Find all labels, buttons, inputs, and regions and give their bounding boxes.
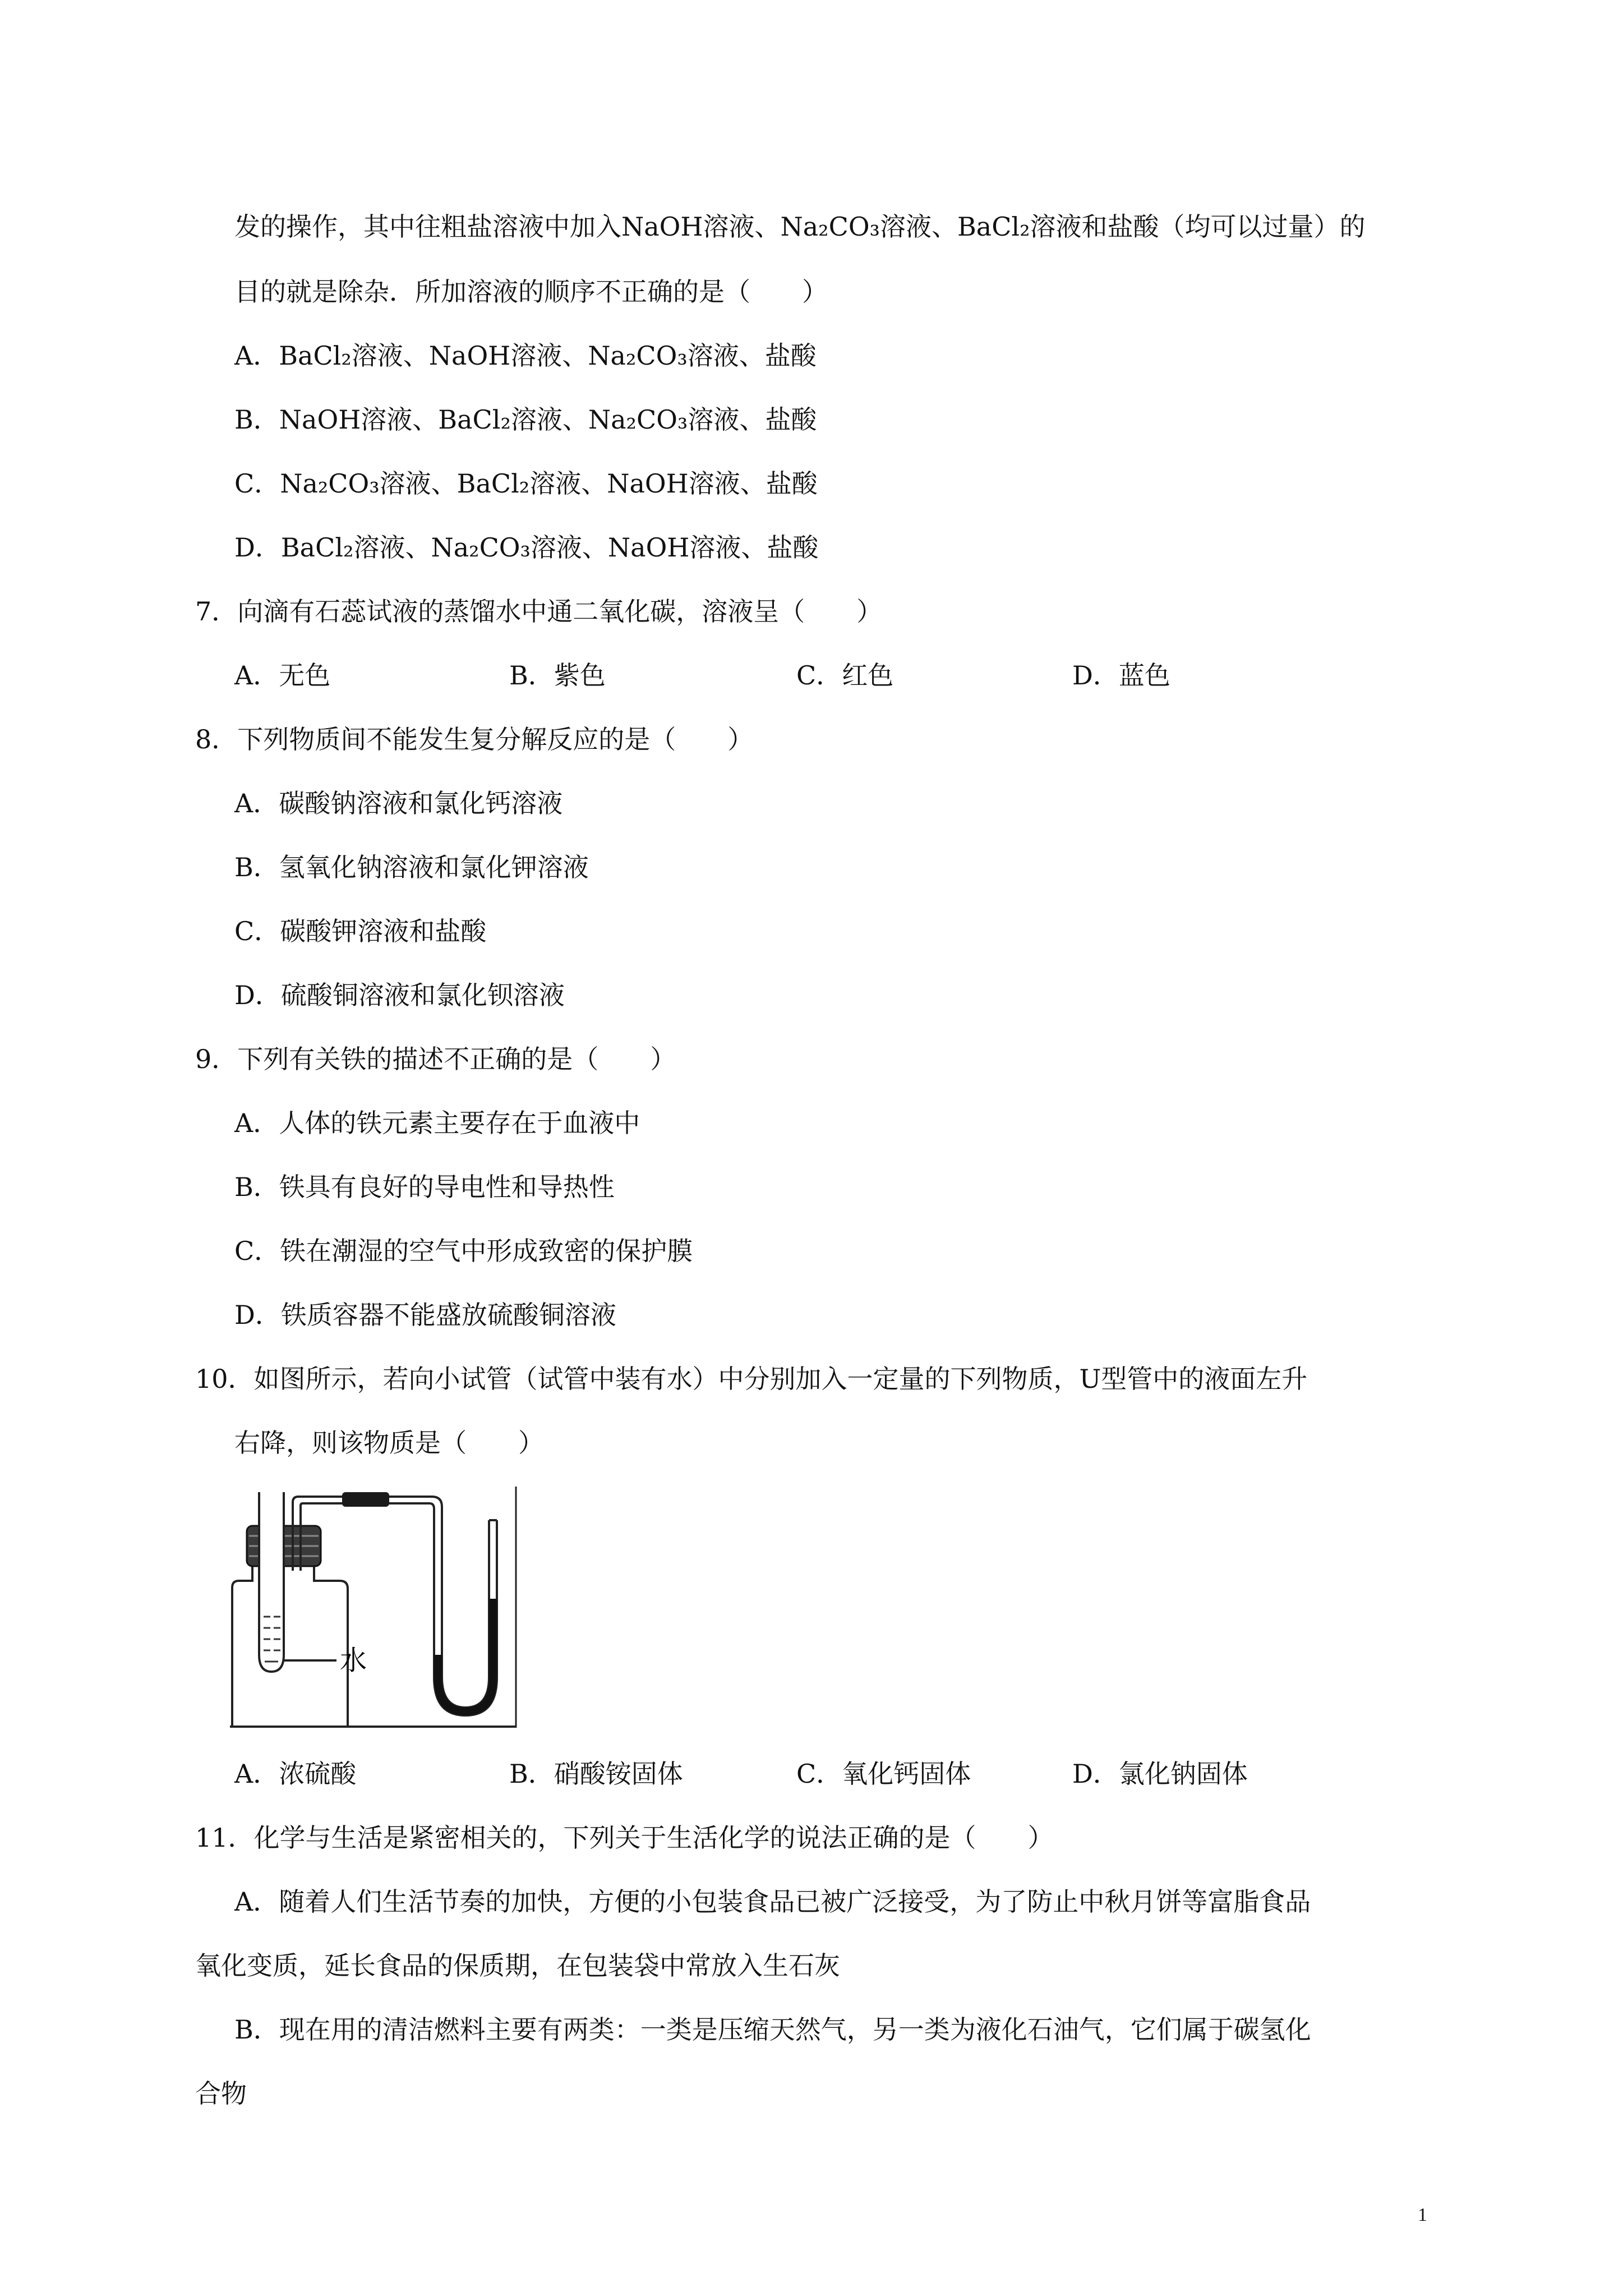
q11-option-a-continued: 氧化变质，延长食品的保质期，在包装袋中常放入生石灰 (195, 1950, 840, 1981)
q7-option-c: C．红色 (796, 660, 894, 691)
water-label: 水 (340, 1645, 367, 1676)
q8-option-b: B．氢氧化钠溶液和氯化钾溶液 (234, 852, 589, 882)
q6-option-d: D．BaCl₂溶液、Na₂CO₃溶液、NaOH溶液、盐酸 (234, 532, 819, 563)
q6-option-b: B．NaOH溶液、BaCl₂溶液、Na₂CO₃溶液、盐酸 (234, 404, 817, 435)
q10-option-b: B．硝酸铵固体 (509, 1759, 683, 1789)
q10-option-d: D．氯化钠固体 (1072, 1759, 1248, 1789)
q8-option-c: C．碳酸钾溶液和盐酸 (234, 916, 487, 946)
q11-option-b-continued: 合物 (195, 2078, 247, 2109)
page-number: 1 (1418, 2205, 1427, 2225)
q9-option-b: B．铁具有良好的导电性和导热性 (234, 1172, 615, 1202)
q9-option-a: A．人体的铁元素主要存在于血液中 (234, 1108, 640, 1138)
q7-option-d: D．蓝色 (1072, 660, 1170, 691)
q6-option-a: A．BaCl₂溶液、NaOH溶液、Na₂CO₃溶液、盐酸 (234, 341, 817, 371)
q9-option-c: C．铁在潮湿的空气中形成致密的保护膜 (234, 1236, 693, 1266)
q6-option-c: C．Na₂CO₃溶液、BaCl₂溶液、NaOH溶液、盐酸 (234, 468, 818, 499)
q6-stem-continued: 发的操作，其中往粗盐溶液中加入NaOH溶液、Na₂CO₃溶液、BaCl₂溶液和盐酸（均可以过量）的 (234, 211, 1366, 242)
q6-stem-end: 目的就是除杂．所加溶液的顺序不正确的是（ ） (234, 277, 828, 307)
q10-option-a: A．浓硫酸 (234, 1759, 357, 1789)
q8-option-a: A．碳酸钠溶液和氯化钙溶液 (234, 788, 563, 818)
q7-option-b: B．紫色 (509, 660, 606, 691)
u-tube-apparatus-figure (230, 1487, 522, 1733)
q7-stem: 7．向滴有石蕊试液的蒸馏水中通二氧化碳，溶液呈（ ） (195, 596, 883, 627)
q9-option-d: D．铁质容器不能盛放硫酸铜溶液 (234, 1300, 616, 1330)
q11-stem: 11．化学与生活是紧密相关的，下列关于生活化学的说法正确的是（ ） (195, 1823, 1054, 1853)
q10-stem-end: 右降，则该物质是（ ） (234, 1428, 544, 1458)
q10-option-c: C．氧化钙固体 (796, 1759, 971, 1789)
q7-option-a: A．无色 (234, 660, 331, 691)
q10-stem: 10．如图所示，若向小试管（试管中装有水）中分别加入一定量的下列物质，U型管中的液面左升 (195, 1364, 1308, 1394)
q11-option-a: A．随着人们生活节奏的加快，方便的小包装食品已被广泛接受，为了防止中秋月饼等富脂食品 (234, 1887, 1311, 1917)
q11-option-b: B．现在用的清洁燃料主要有两类：一类是压缩天然气，另一类为液化石油气，它们属于碳氢化 (234, 2014, 1311, 2045)
q9-stem: 9．下列有关铁的描述不正确的是（ ） (195, 1044, 676, 1074)
q8-option-d: D．硫酸铜溶液和氯化钡溶液 (234, 980, 565, 1010)
q8-stem: 8．下列物质间不能发生复分解反应的是（ ） (195, 724, 754, 754)
